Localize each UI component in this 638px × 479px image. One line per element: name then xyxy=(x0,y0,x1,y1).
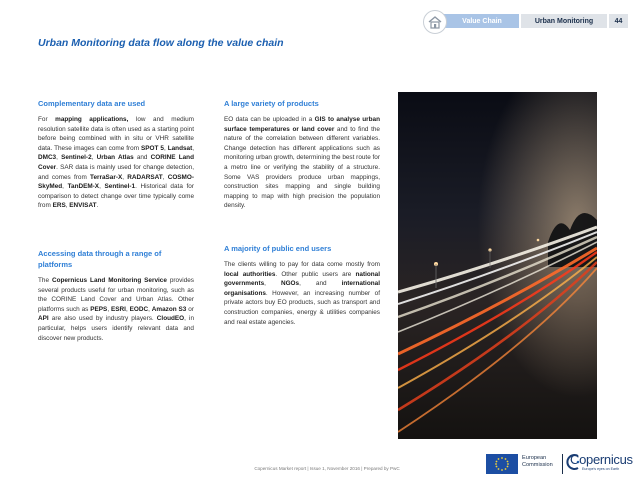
emphasized-text: TanDEM-X xyxy=(67,183,100,191)
section-public-users xyxy=(224,243,380,327)
text-run: For xyxy=(38,116,56,123)
text-run: , xyxy=(99,183,105,191)
emphasized-text: Sentinel-2 xyxy=(61,154,92,162)
emphasized-text: Urban Atlas xyxy=(96,154,134,162)
section-heading: Complementary data are used xyxy=(38,99,146,108)
text-run: . However, an increasing number of private actors buy EO products, such as transport and construction companies, energy & utilities companies and real estate agencies. xyxy=(224,289,380,326)
text-run: low and medium resolution satellite data is often used as a starting point before being combined with in situ or VHR satellite data. These images can come from xyxy=(38,116,194,152)
page-number: 44 xyxy=(609,14,628,28)
emphasized-text: GIS to analyse urban surface temperatures or land cover xyxy=(224,116,381,133)
text-run: and xyxy=(133,154,151,162)
section-heading: A majority of public end users xyxy=(224,244,332,253)
text-run: , xyxy=(264,280,281,288)
section-paragraph xyxy=(38,115,194,211)
logo-divider xyxy=(562,454,563,474)
emphasized-text: Copernicus Land Monitoring Service xyxy=(51,277,167,284)
text-run: . xyxy=(96,202,99,210)
emphasized-text: ENVISAT xyxy=(69,202,97,210)
section-products xyxy=(224,98,380,211)
text-run: , and xyxy=(299,280,342,288)
page-title: Urban Monitoring data flow along the value chain xyxy=(38,37,284,49)
text-run: , in particular, helps users identify relevant data and discover new products. xyxy=(38,315,195,342)
emphasized-text: mapping applications, xyxy=(55,116,129,123)
text-run: , xyxy=(122,173,128,181)
section-complementary-data xyxy=(38,98,194,211)
text-run: EO data can be uploaded in a xyxy=(224,116,315,123)
section-heading: Accessing data through a range of platforms xyxy=(38,249,162,269)
text-run: , xyxy=(163,144,168,152)
text-run: and to find the nature of the correlation between different variables. Change detection has different applications such as monitoring urban growth, determining the best route for a metro line or verifying the stability of a structure. Some VAS providers produce urban mappings, construction sites mapping and single building mapping to map with high precision the population density. xyxy=(224,125,380,210)
emphasized-text: ERS xyxy=(52,202,66,210)
emphasized-text: PEPS xyxy=(90,305,108,313)
emphasized-text: Sentinel-1 xyxy=(104,183,136,191)
text-run: , xyxy=(107,305,112,313)
section-platforms xyxy=(38,248,194,343)
footer-logos xyxy=(486,452,633,476)
text-run: , xyxy=(148,305,152,313)
text-run: . Other public users are xyxy=(275,270,356,278)
emphasized-text: TerraSar-X xyxy=(90,173,123,181)
ec-label xyxy=(522,455,553,469)
text-run: . SAR data is mainly used for change detection, and comes from xyxy=(38,163,194,181)
emphasized-text: Landsat xyxy=(167,144,193,152)
emphasized-text: local authorities xyxy=(224,270,276,278)
top-navigation xyxy=(423,10,628,28)
emphasized-text: COSMO-SkyMed xyxy=(38,173,194,191)
emphasized-text: CORINE Land Cover xyxy=(38,154,194,171)
section-paragraph xyxy=(38,276,194,343)
emphasized-text: API xyxy=(38,315,49,323)
text-run: The xyxy=(38,277,52,284)
section-heading: A large variety of products xyxy=(224,99,319,108)
emphasized-text: EODC xyxy=(129,305,149,313)
text-run: , xyxy=(162,173,168,181)
footer-credit: Copernicus Market report | Issue 1, November 2016 | Prepared by PwC xyxy=(254,466,400,471)
emphasized-text: Amazon S3 xyxy=(151,305,187,313)
tab-urban-monitoring[interactable]: Urban Monitoring xyxy=(521,14,607,28)
section-paragraph xyxy=(224,115,380,211)
emphasized-text: DMC3 xyxy=(38,154,57,162)
text-run: , xyxy=(62,183,68,191)
emphasized-text: RADARSAT xyxy=(127,173,163,181)
ec-label-line1: European xyxy=(522,455,547,461)
text-run: are also used by industry players. xyxy=(48,315,157,323)
text-run: . Historical data for comparison to detect change over time typically come from xyxy=(38,183,194,210)
emphasized-text: international organisations xyxy=(224,280,380,297)
text-run: , xyxy=(192,144,194,152)
eu-flag-icon xyxy=(486,454,518,479)
emphasized-text: NGOs xyxy=(280,280,300,288)
text-run: , xyxy=(91,154,97,162)
text-run: , xyxy=(65,202,70,210)
emphasized-text: SPOT 5 xyxy=(141,144,164,152)
copernicus-wordmark: Copernicus xyxy=(570,452,633,467)
text-run: The clients willing to pay for data come mostly from xyxy=(224,261,380,268)
section-paragraph xyxy=(224,260,380,327)
highway-light-trails-photo xyxy=(398,92,597,439)
text-run: provides several products useful for urban monitoring, such as the CORINE Land Cover and Urban Atlas. Other platforms such as xyxy=(38,277,195,313)
emphasized-text: national governments xyxy=(224,270,380,288)
ec-label-line2: Commission xyxy=(522,462,553,468)
tab-value-chain[interactable]: Value Chain xyxy=(437,14,519,28)
text-run: or xyxy=(186,305,194,313)
emphasized-text: ESRI xyxy=(111,305,126,313)
text-run: , xyxy=(56,154,62,162)
copernicus-tagline: Europe's eyes on Earth xyxy=(582,467,620,471)
text-run: , xyxy=(125,305,130,313)
emphasized-text: CloudEO xyxy=(156,315,185,323)
house-icon[interactable] xyxy=(423,10,447,34)
